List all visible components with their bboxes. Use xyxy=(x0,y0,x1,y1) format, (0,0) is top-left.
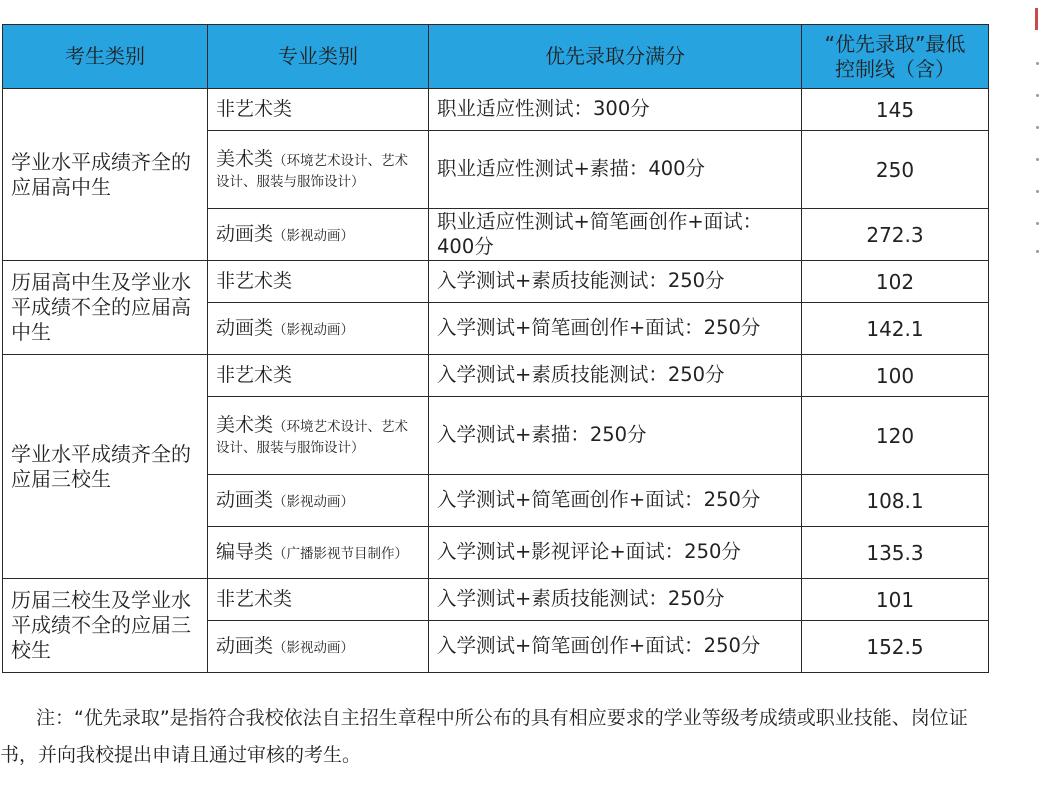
min-score-cell: 250 xyxy=(802,131,989,209)
full-score-cell: 职业适应性测试+简笔画创作+面试：400分 xyxy=(429,209,802,261)
table-row xyxy=(3,579,989,621)
major-name: 美术类 xyxy=(216,413,274,436)
full-score-cell: 入学测试+素质技能测试：250分 xyxy=(429,579,802,621)
major-detail: （影视动画） xyxy=(273,322,355,339)
category-cell: 历届三校生及学业水平成绩不全的应届三校生 xyxy=(3,579,208,673)
min-score-cell: 101 xyxy=(802,579,989,621)
major-detail: （影视动画） xyxy=(273,494,355,511)
full-score-cell: 入学测试+素描：250分 xyxy=(429,397,802,475)
min-score-cell: 108.1 xyxy=(802,475,989,527)
major-name: 动画类 xyxy=(216,223,274,246)
full-score-cell: 入学测试+简笔画创作+面试：250分 xyxy=(429,475,802,527)
table-row xyxy=(3,355,989,397)
major-cell xyxy=(208,397,429,475)
major-cell xyxy=(208,527,429,579)
min-score-cell: 145 xyxy=(802,89,989,131)
major-name: 动画类 xyxy=(216,317,274,340)
header-major: 专业类别 xyxy=(208,25,429,89)
footnote: 注：“优先录取”是指符合我校依法自主招生章程中所公布的具有相应要求的学业等级考成绩或职业技能、岗位证书，并向我校提出申请且通过审核的考生。 xyxy=(0,707,968,766)
major-cell xyxy=(208,261,429,303)
major-cell xyxy=(208,89,429,131)
min-score-cell: 142.1 xyxy=(802,303,989,355)
side-dot-icon xyxy=(1036,62,1039,65)
major-cell xyxy=(208,475,429,527)
major-name: 非艺术类 xyxy=(216,270,293,293)
min-score-cell: 135.3 xyxy=(802,527,989,579)
table-row xyxy=(3,89,989,131)
major-name: 编导类 xyxy=(216,541,274,564)
side-accent-bar xyxy=(1035,8,1038,30)
header-min-line-2: 控制线（含） xyxy=(835,56,955,81)
side-dot-icon xyxy=(1036,190,1039,193)
full-score-cell: 入学测试+影视评论+面试：250分 xyxy=(429,527,802,579)
min-score-cell: 120 xyxy=(802,397,989,475)
full-score-cell: 入学测试+素质技能测试：250分 xyxy=(429,355,802,397)
major-name: 动画类 xyxy=(216,635,274,658)
side-dot-icon xyxy=(1036,158,1039,161)
min-score-cell: 100 xyxy=(802,355,989,397)
major-name: 非艺术类 xyxy=(216,98,293,121)
major-name: 非艺术类 xyxy=(216,588,293,611)
admission-score-table xyxy=(2,24,989,673)
major-detail: （影视动画） xyxy=(273,640,355,657)
category-cell: 历届高中生及学业水平成绩不全的应届高中生 xyxy=(3,261,208,355)
major-name: 动画类 xyxy=(216,489,274,512)
major-detail: （环境艺术设计、艺术设计、服装与服饰设计） xyxy=(216,152,409,191)
major-detail: （环境艺术设计、艺术设计、服装与服饰设计） xyxy=(216,418,409,457)
min-score-cell: 272.3 xyxy=(802,209,989,261)
major-detail: （广播影视节目制作） xyxy=(273,546,409,563)
header-min-line xyxy=(802,25,989,89)
side-decoration xyxy=(1030,0,1045,260)
major-cell xyxy=(208,355,429,397)
major-cell xyxy=(208,621,429,673)
full-score-cell: 职业适应性测试+素描：400分 xyxy=(429,131,802,209)
min-score-cell: 152.5 xyxy=(802,621,989,673)
header-min-line-1: “优先录取”最低 xyxy=(824,31,966,56)
side-dot-icon xyxy=(1036,222,1039,225)
category-cell: 学业水平成绩齐全的应届高中生 xyxy=(3,89,208,261)
major-cell xyxy=(208,579,429,621)
side-dot-icon xyxy=(1036,126,1039,129)
major-cell xyxy=(208,209,429,261)
side-dot-icon xyxy=(1036,94,1039,97)
side-dot-icon xyxy=(1036,250,1039,253)
table-header-row xyxy=(3,25,989,89)
min-score-cell: 102 xyxy=(802,261,989,303)
full-score-cell: 入学测试+素质技能测试：250分 xyxy=(429,261,802,303)
header-full-score: 优先录取分满分 xyxy=(429,25,802,89)
major-cell xyxy=(208,131,429,209)
header-category: 考生类别 xyxy=(3,25,208,89)
category-cell: 学业水平成绩齐全的应届三校生 xyxy=(3,355,208,579)
full-score-cell: 入学测试+简笔画创作+面试：250分 xyxy=(429,621,802,673)
full-score-cell: 入学测试+简笔画创作+面试：250分 xyxy=(429,303,802,355)
table-row xyxy=(3,261,989,303)
major-detail: （影视动画） xyxy=(273,228,355,245)
major-name: 美术类 xyxy=(216,147,274,170)
full-score-cell: 职业适应性测试：300分 xyxy=(429,89,802,131)
major-name: 非艺术类 xyxy=(216,364,293,387)
major-cell xyxy=(208,303,429,355)
